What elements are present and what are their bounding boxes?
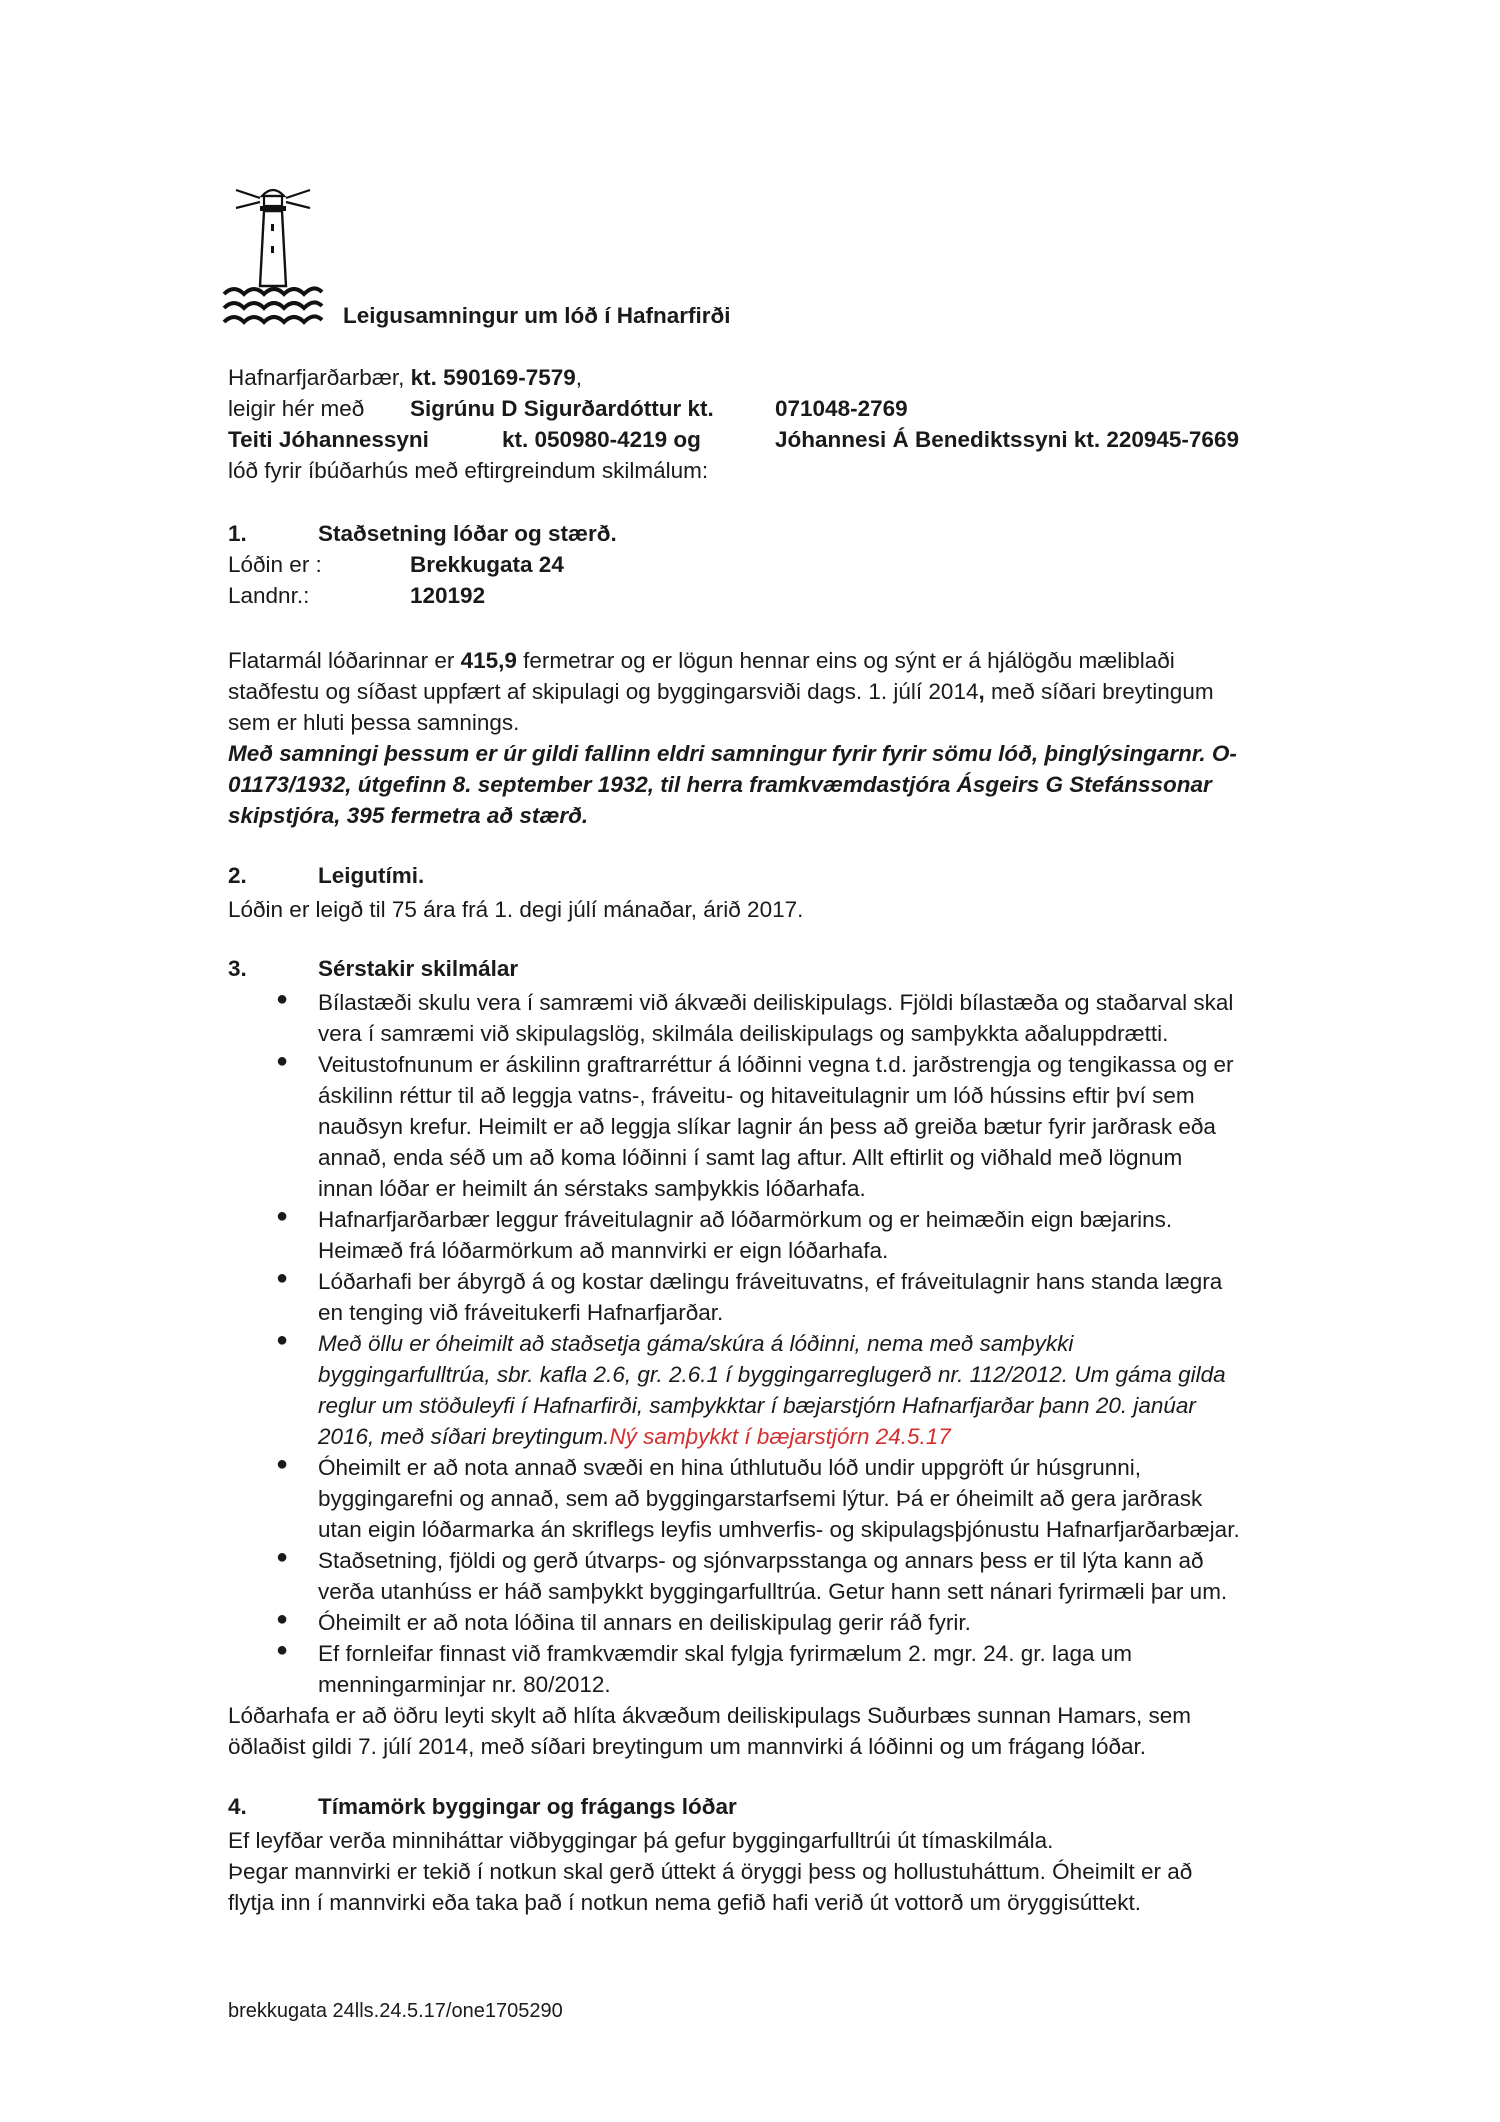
list-item: verða utanhúss er háð samþykkt byggingarfulltrúa. Getur hann sett nánari fyrirmæli þar um. — [318, 1579, 1228, 1604]
bullet-icon: ● — [276, 1453, 289, 1475]
list-item: Með öllu er óheimilt að staðsetja gáma/skúra á lóðinni, nema með samþykki — [318, 1331, 1074, 1356]
prior-contract-line-3: skipstjóra, 395 fermetra að stærð. — [228, 803, 589, 828]
section-4-line-1: Ef leyfðar verða minniháttar viðbyggingar þá gefur byggingarfulltrúi út tímaskilmála. — [228, 1828, 1054, 1853]
section-2-number: 2. — [228, 863, 247, 888]
bullet-icon: ● — [276, 1050, 289, 1072]
lot-label: Lóðin er : — [228, 552, 322, 577]
bullet-icon: ● — [276, 988, 289, 1010]
tenant-1-kt: 071048-2769 — [775, 396, 908, 421]
lot-value: Brekkugata 24 — [410, 552, 564, 577]
bullet-icon: ● — [276, 1329, 289, 1351]
list-item: 2016, með síðari breytingum.Ný samþykkt í bæjarstjórn 24.5.17 — [318, 1424, 951, 1449]
bullet-icon: ● — [276, 1267, 289, 1289]
prior-contract-line-2: 01173/1932, útgefinn 8. september 1932, til herra framkvæmdastjóra Ásgeirs G Stefánssonar — [228, 772, 1212, 797]
party-line-4: lóð fyrir íbúðarhús með eftirgreindum skilmálum: — [228, 458, 709, 483]
list-item: Bílastæði skulu vera í samræmi við ákvæði deiliskipulags. Fjöldi bílastæða og staðarval skal — [318, 990, 1234, 1015]
bullet-icon: ● — [276, 1546, 289, 1568]
tenant-3: Jóhannesi Á Benediktssyni kt. 220945-7669 — [775, 427, 1239, 452]
list-item: en tenging við fráveitukerfi Hafnarfjarðar. — [318, 1300, 724, 1325]
zoning-paragraph-line-2: öðlaðist gildi 7. júlí 2014, með síðari breytingum um mannvirki á lóðinni og um frágang lóðar. — [228, 1734, 1146, 1759]
section-4-title: Tímamörk byggingar og frágangs lóðar — [318, 1794, 737, 1819]
list-item: Heimæð frá lóðarmörkum að mannvirki er eign lóðarhafa. — [318, 1238, 889, 1263]
landnr-label: Landnr.: — [228, 583, 310, 608]
section-3-number: 3. — [228, 956, 247, 981]
section-4-line-3: flytja inn í mannvirki eða taka það í notkun nema gefið hafi verið út vottorð um öryggisúttekt. — [228, 1890, 1141, 1915]
party-line-1: Hafnarfjarðarbær, kt. 590169-7579, — [228, 365, 583, 390]
party-line-2-prefix: leigir hér með — [228, 396, 365, 421]
list-item: áskilinn réttur til að leggja vatns-, fráveitu- og hitaveitulagnir um lóð hússins eftir því sem — [318, 1083, 1195, 1108]
list-item: Veitustofnunum er áskilinn graftrarréttur á lóðinni vegna t.d. jarðstrengja og tengikassa og er — [318, 1052, 1234, 1077]
list-item: annað, enda séð um að koma lóðinni í samt lag aftur. Allt eftirlit og viðhald með lögnum — [318, 1145, 1183, 1170]
list-item: innan lóðar er heimilt án sérstaks samþykkis lóðarhafa. — [318, 1176, 866, 1201]
list-item: byggingarefni og annað, sem að byggingarstarfsemi lýtur. Þá er óheimilt að gera jarðrask — [318, 1486, 1203, 1511]
area-paragraph-line-1: Flatarmál lóðarinnar er 415,9 fermetrar og er lögun hennar eins og sýnt er á hjálögðu mæliblaði — [228, 648, 1175, 673]
section-1-number: 1. — [228, 521, 247, 546]
document-footer: brekkugata 24lls.24.5.17/one1705290 — [228, 2000, 563, 2022]
list-item: menningarminjar nr. 80/2012. — [318, 1672, 611, 1697]
area-paragraph-line-3: sem er hluti þessa samnings. — [228, 710, 520, 735]
tenant-2-name: Teiti Jóhannessyni — [228, 427, 429, 452]
tenant-1-name: Sigrúnu D Sigurðardóttur kt. — [410, 396, 714, 421]
section-4-line-2: Þegar mannvirki er tekið í notkun skal gerð úttekt á öryggi þess og hollustuháttum. Óheimilt er að — [228, 1859, 1193, 1884]
list-item: Ef fornleifar finnast við framkvæmdir skal fylgja fyrirmælum 2. mgr. 24. gr. laga um — [318, 1641, 1133, 1666]
list-item: byggingarfulltrúa, sbr. kafla 2.6, gr. 2.6.1 í byggingarreglugerð nr. 112/2012. Um gáma gilda — [318, 1362, 1226, 1387]
municipality-kt: kt. 590169-7579 — [410, 365, 576, 390]
bullet-icon: ● — [276, 1205, 289, 1227]
section-3-title: Sérstakir skilmálar — [318, 956, 519, 981]
bullet-icon: ● — [276, 1639, 289, 1661]
tenant-2-kt: kt. 050980-4219 og — [502, 427, 701, 452]
section-2-title: Leigutími. — [318, 863, 425, 888]
landnr-value: 120192 — [410, 583, 486, 608]
list-item: utan eigin lóðarmarka án skriflegs leyfis umhverfis- og skipulagsþjónustu Hafnarfjarðarbæjar. — [318, 1517, 1240, 1542]
list-item: Óheimilt er að nota lóðina til annars en deiliskipulag gerir ráð fyrir. — [318, 1610, 971, 1635]
section-4-number: 4. — [228, 1794, 247, 1819]
section-1-title: Staðsetning lóðar og stærð. — [318, 521, 617, 546]
list-item: Staðsetning, fjöldi og gerð útvarps- og sjónvarpsstanga og annars þess er til lýta kann að — [318, 1548, 1204, 1573]
list-item: Óheimilt er að nota annað svæði en hina úthlutuðu lóð undir uppgröft úr húsgrunni, — [318, 1455, 1142, 1480]
list-item: Hafnarfjarðarbær leggur fráveitulagnir að lóðarmörkum og er heimæðin eign bæjarins. — [318, 1207, 1173, 1232]
list-item: reglur um stöðuleyfi í Hafnarfirði, samþykktar í bæjarstjórn Hafnarfjarðar þann 20. janúar — [318, 1393, 1196, 1418]
lot-area: 415,9 — [460, 648, 517, 673]
bullet-icon: ● — [276, 1608, 289, 1630]
lease-term-text: Lóðin er leigð til 75 ára frá 1. degi júlí mánaðar, árið 2017. — [228, 897, 804, 922]
prior-contract-line-1: Með samningi þessum er úr gildi fallinn eldri samningur fyrir fyrir sömu lóð, þinglýsingarnr. O- — [228, 741, 1237, 766]
area-paragraph-line-2: staðfestu og síðast uppfært af skipulagi og byggingarsviði dags. 1. júlí 2014, með síðari breytingum — [228, 679, 1214, 704]
amendment-note: Ný samþykkt í bæjarstjórn 24.5.17 — [609, 1424, 951, 1449]
list-item: vera í samræmi við skipulagslög, skilmála deiliskipulags og samþykkta aðaluppdrætti. — [318, 1021, 1169, 1046]
list-item: nauðsyn krefur. Heimilt er að leggja slíkar lagnir án þess að greiða bætur fyrir jarðrask eða — [318, 1114, 1216, 1139]
list-item: Lóðarhafi ber ábyrgð á og kostar dælingu fráveituvatns, ef fráveitulagnir hans standa lægra — [318, 1269, 1223, 1294]
document-title: Leigusamningur um lóð í Hafnarfirði — [343, 303, 731, 328]
lighthouse-icon — [222, 180, 324, 328]
zoning-paragraph-line-1: Lóðarhafa er að öðru leyti skylt að hlíta ákvæðum deiliskipulags Suðurbæs sunnan Hamars, sem — [228, 1703, 1191, 1728]
